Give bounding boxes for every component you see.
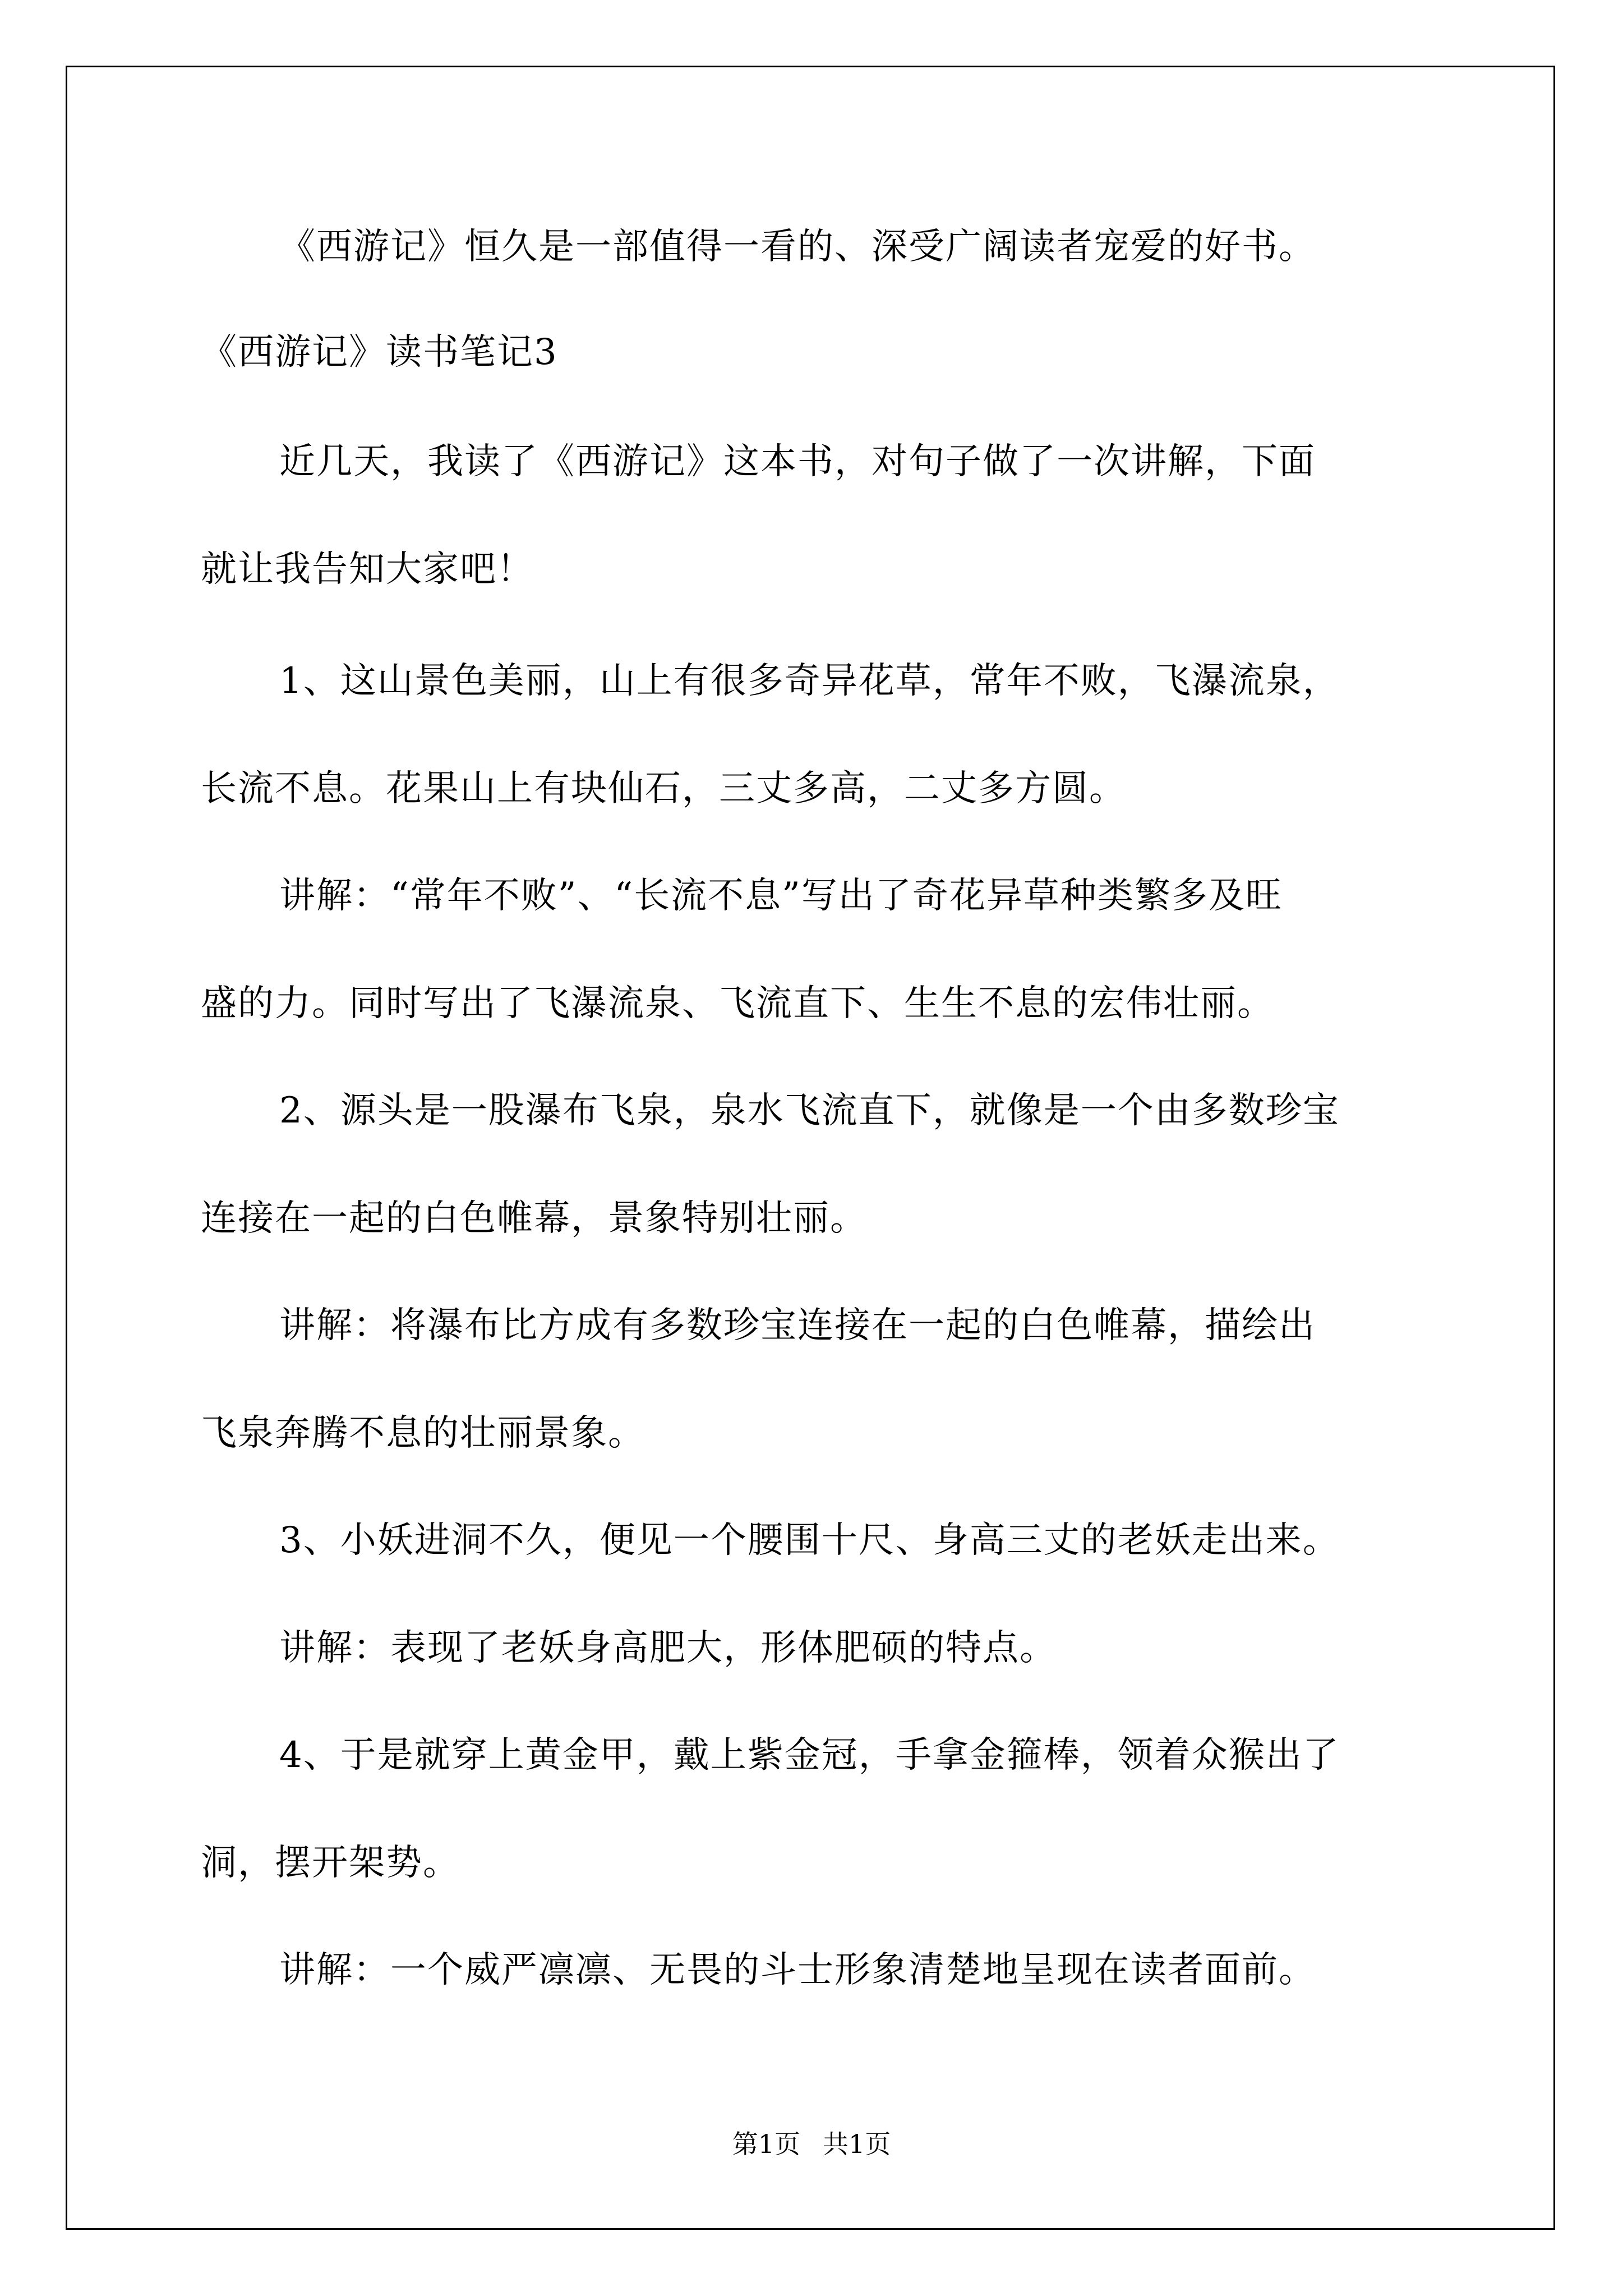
page-number: 第1页 bbox=[732, 2129, 800, 2159]
paragraph-line: 飞泉奔腾不息的壮丽景象。 bbox=[201, 1412, 645, 1454]
paragraph-line: 连接在一起的白色帷幕，景象特别壮丽。 bbox=[201, 1198, 867, 1239]
paragraph-line: 4、于是就穿上黄金甲，戴上紫金冠，手拿金箍棒，领着众猴出了 bbox=[279, 1734, 1340, 1776]
page-footer bbox=[0, 2127, 1623, 2161]
paragraph-line: 讲解：表现了老妖身高肥大，形体肥硕的特点。 bbox=[279, 1627, 1057, 1669]
paragraph-line: 3、小妖进洞不久，便见一个腰围十尺、身高三丈的老妖走出来。 bbox=[279, 1520, 1340, 1561]
paragraph-line: 洞，摆开架势。 bbox=[201, 1842, 460, 1884]
paragraph-line: 就让我告知大家吧！ bbox=[201, 549, 534, 590]
paragraph-line: 1、这山景色美丽，山上有很多奇异花草，常年不败，飞瀑流泉， bbox=[279, 660, 1340, 702]
paragraph-line: 近几天，我读了《西游记》这本书，对句子做了一次讲解，下面 bbox=[279, 441, 1316, 482]
paragraph-line: 盛的力。同时写出了飞瀑流泉、飞流直下、生生不息的宏伟壮丽。 bbox=[201, 983, 1274, 1024]
paragraph-line: 讲解：一个威严凛凛、无畏的斗士形象清楚地呈现在读者面前。 bbox=[279, 1949, 1316, 1991]
page-border bbox=[66, 66, 1555, 2230]
section-heading: 《西游记》读书笔记3 bbox=[201, 332, 558, 373]
page-total: 共1页 bbox=[823, 2129, 891, 2159]
paragraph-line: 2、源头是一股瀑布飞泉，泉水飞流直下，就像是一个由多数珍宝 bbox=[279, 1090, 1340, 1131]
paragraph-line: 《西游记》恒久是一部值得一看的、深受广阔读者宠爱的好书。 bbox=[279, 226, 1316, 268]
paragraph-line: 讲解：将瀑布比方成有多数珍宝连接在一起的白色帷幕，描绘出 bbox=[279, 1305, 1316, 1346]
paragraph-line: 讲解：“常年不败”、“长流不息”写出了奇花异草种类繁多及旺 bbox=[279, 875, 1283, 917]
paragraph-line: 长流不息。花果山上有块仙石，三丈多高，二丈多方圆。 bbox=[201, 768, 1126, 809]
